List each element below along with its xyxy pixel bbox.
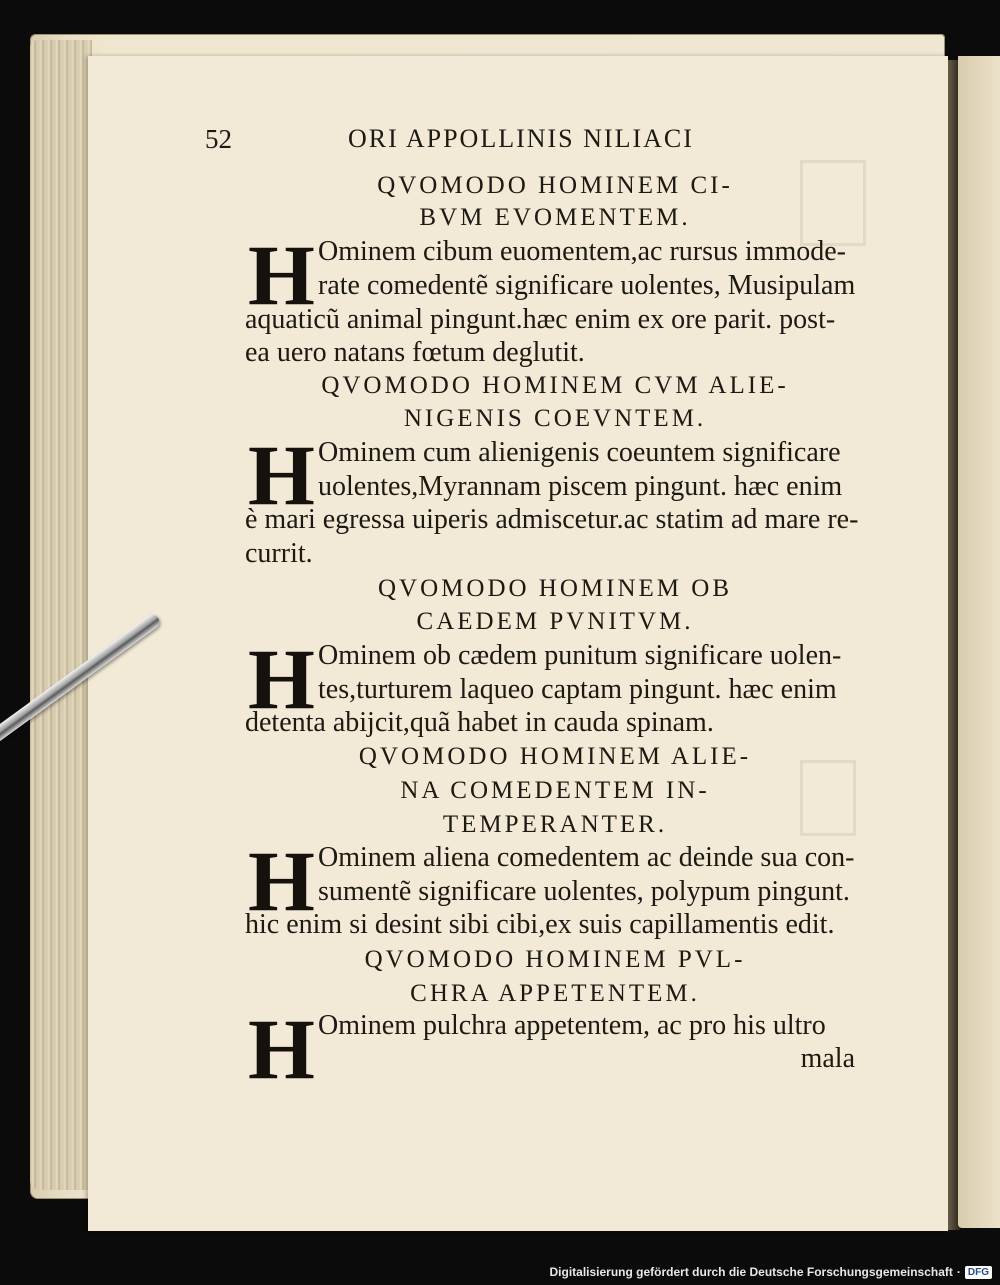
drop-initial: H [248, 833, 315, 929]
section-title-line: QVOMODO HOMINEM CI- [377, 172, 733, 199]
body-line: sumentẽ significare uolentes, polypum pingunt. [318, 876, 850, 907]
credit-text: Digitalisierung gefördert durch die Deutsche Forschungsgemeinschaft [549, 1265, 953, 1279]
body-line: tes,turturem laqueo captam pingunt. hæc enim [318, 674, 837, 705]
section-title-line: QVOMODO HOMINEM OB [378, 575, 732, 602]
drop-initial: H [248, 427, 315, 523]
section-title-line: QVOMODO HOMINEM ALIE- [358, 743, 752, 770]
body-line: Ominem ob cædem punitum significare uolen- [318, 640, 842, 671]
digitization-credit [549, 1265, 992, 1279]
body-line: currit. [245, 538, 313, 569]
body-line: hic enim si desint sibi cibi,ex suis capillamentis edit. [245, 909, 835, 940]
body-line: Ominem pulchra appetentem, ac pro his ultro [318, 1010, 826, 1041]
body-line: ea uero natans fœtum deglutit. [245, 337, 585, 368]
section-title-line: NA COMEDENTEM IN- [400, 777, 710, 804]
section-title-line: BVM EVOMENTEM. [419, 204, 691, 231]
page-edges [30, 40, 92, 1190]
drop-initial: H [248, 631, 315, 727]
drop-initial: H [248, 1001, 315, 1097]
body-line: detenta abijcit,quã habet in cauda spinam. [245, 707, 714, 738]
running-head: ORI APPOLLINIS NILIACI [348, 124, 694, 153]
section-title-line: QVOMODO HOMINEM PVL- [364, 946, 746, 973]
body-line: rate comedentẽ significare uolentes, Musipulam [318, 270, 856, 301]
body-line: è mari egressa uiperis admiscetur.ac statim ad mare re- [245, 504, 859, 535]
drop-initial: H [248, 227, 315, 323]
folio-number: 52 [205, 124, 232, 154]
body-line: uolentes,Myrannam piscem pingunt. hæc enim [318, 471, 843, 502]
section-title-line: QVOMODO HOMINEM CVM ALIE- [321, 372, 789, 399]
body-line: Ominem cum alienigenis coeuntem significare [318, 437, 841, 468]
section-title-line: CHRA APPETENTEM. [410, 980, 700, 1007]
section-title-line: CAEDEM PVNITVM. [416, 608, 694, 635]
section-title-line: TEMPERANTER. [442, 811, 668, 838]
body-line: aquaticũ animal pingunt.hæc enim ex ore parit. post- [245, 304, 836, 335]
section-title-line: NIGENIS COEVNTEM. [403, 405, 707, 432]
credit-separator: · [956, 1265, 961, 1279]
catchword: mala [800, 1043, 855, 1074]
body-line: Ominem cibum euomentem,ac rursus immode- [318, 236, 846, 267]
facing-page-edge [958, 56, 1000, 1228]
dfg-logo: DFG [965, 1266, 992, 1279]
body-line: Ominem aliena comedentem ac deinde sua con- [318, 842, 855, 873]
